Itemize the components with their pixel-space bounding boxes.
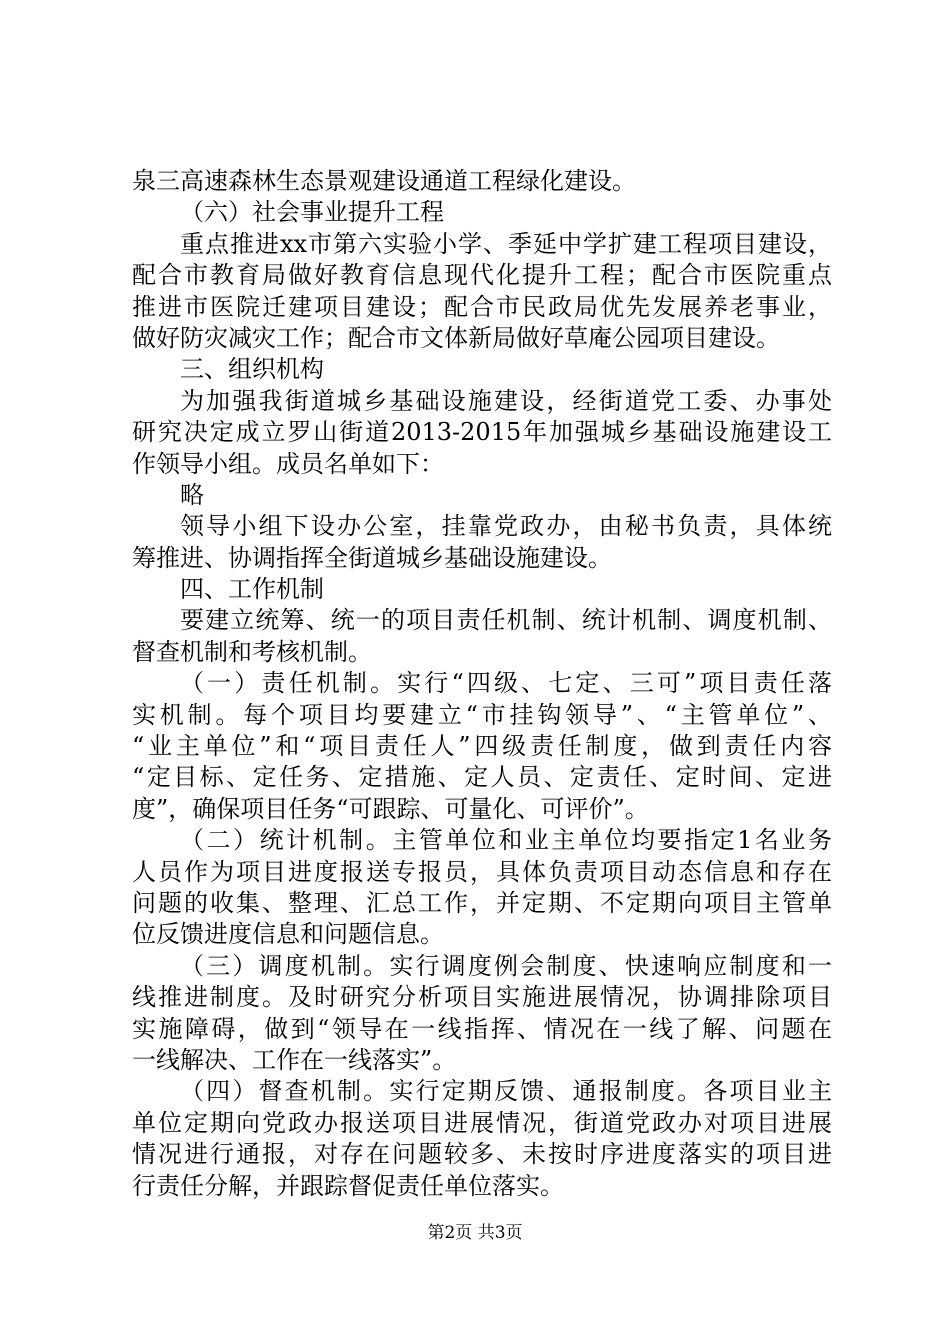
text-line: 督查机制和考核机制。	[132, 637, 372, 666]
text-line: 领导小组下设办公室，挂靠党政办，由秘书负责，具体统	[180, 512, 832, 541]
document-body	[132, 166, 832, 1202]
page-footer: 第2页 共3页	[427, 1223, 523, 1243]
text-line: 做好防灾减灾工作；配合市文体新局做好草庵公园项目建设。	[132, 323, 780, 352]
text-line: 四、工作机制	[180, 575, 324, 604]
text-line: （一）责任机制。实行“四级、七定、三可”项目责任落	[180, 669, 832, 698]
text-line: 情况进行通报，对存在问题较多、未按时序进度落实的项目进	[132, 1140, 832, 1169]
text-line: （四）督查机制。实行定期反馈、通报制度。各项目业主	[180, 1077, 832, 1106]
text-line: 单位定期向党政办报送项目进展情况，街道党政办对项目进展	[132, 1108, 832, 1137]
text-line: 三、组织机构	[180, 355, 324, 384]
text-line: 推进市医院迁建项目建设；配合市民政局优先发展养老事业，	[132, 292, 832, 321]
text-line: 研究决定成立罗山街道2013-2015年加强城乡基础设施建设工	[132, 418, 832, 447]
text-line: 实施障碍，做到“领导在一线指挥、情况在一线了解、问题在	[132, 1014, 832, 1043]
text-line: 要建立统筹、统一的项目责任机制、统计机制、调度机制、	[180, 606, 832, 635]
text-line: “定目标、定任务、定措施、定人员、定责任、定时间、定进	[132, 763, 832, 792]
text-line: （六）社会事业提升工程	[180, 198, 444, 227]
text-line: 位反馈进度信息和问题信息。	[132, 920, 444, 949]
text-line: 人员作为项目进度报送专报员，具体负责项目动态信息和存在	[132, 857, 832, 886]
text-line: （三）调度机制。实行调度例会制度、快速响应制度和一	[180, 951, 832, 980]
text-line: 实机制。每个项目均要建立“市挂钩领导”、“主管单位”、	[132, 700, 832, 729]
text-line: 略	[180, 480, 204, 509]
text-line: （二）统计机制。主管单位和业主单位均要指定1名业务	[180, 826, 832, 855]
text-line: 作领导小组。成员名单如下：	[132, 449, 444, 478]
text-line: 筹推进、协调指挥全街道城乡基础设施建设。	[132, 543, 612, 572]
text-line: 泉三高速森林生态景观建设通道工程绿化建设。	[132, 167, 636, 195]
text-line: 一线解决、工作在一线落实”。	[132, 1045, 457, 1074]
text-line: 配合市教育局做好教育信息现代化提升工程；配合市医院重点	[132, 261, 832, 290]
text-line: 重点推进xx市第六实验小学、季延中学扩建工程项目建设，	[180, 229, 832, 258]
text-line: 线推进制度。及时研究分析项目实施进展情况，协调排除项目	[132, 983, 832, 1012]
text-line: 问题的收集、整理、汇总工作，并定期、不定期向项目主管单	[132, 888, 832, 917]
text-line: 为加强我街道城乡基础设施建设，经街道党工委、办事处	[180, 386, 832, 415]
text-line: 行责任分解，并跟踪督促责任单位落实。	[132, 1171, 564, 1200]
text-line: “业主单位”和“项目责任人”四级责任制度，做到责任内容	[132, 732, 832, 761]
text-line: 度”，确保项目任务“可跟踪、可量化、可评价”。	[132, 794, 649, 823]
